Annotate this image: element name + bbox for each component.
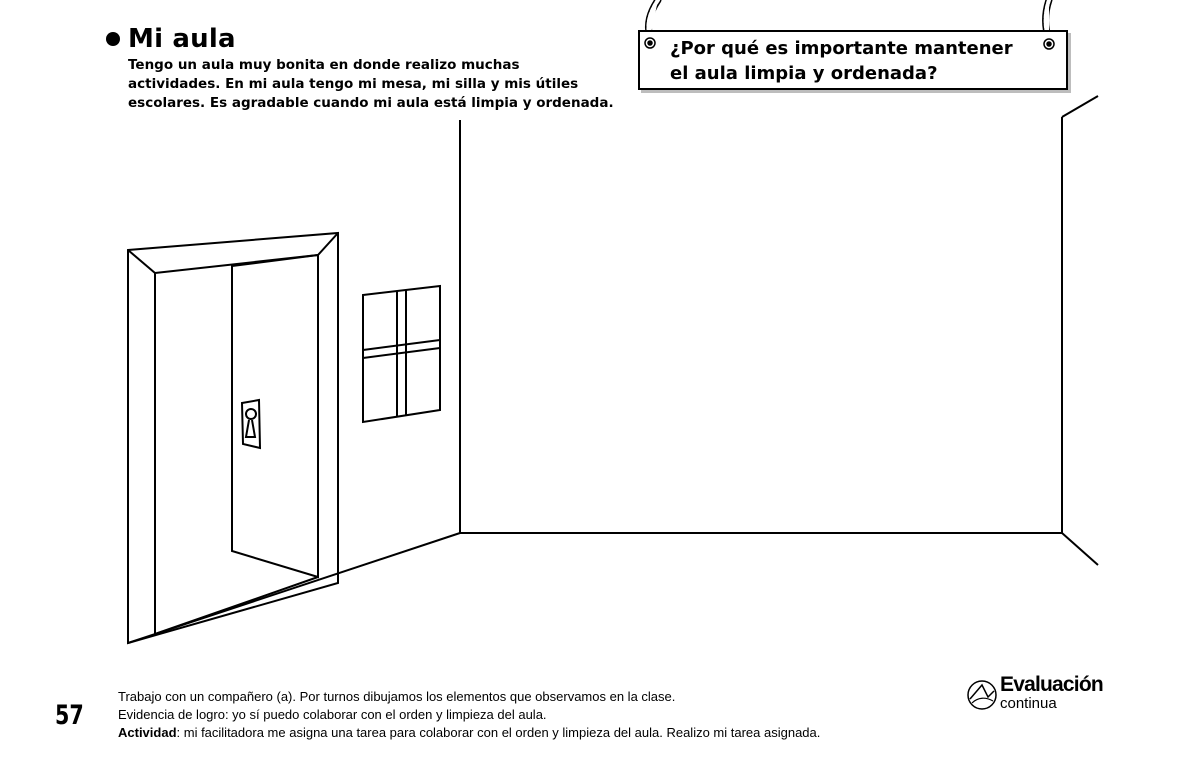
intro-line: escolares. Es agradable cuando mi aula está limpia y ordenada. [128,95,614,111]
footer-line-3 [118,724,820,742]
door-handle-icon [242,400,260,448]
intro-line: Tengo un aula muy bonita en donde realizo muchas [128,57,520,73]
logo-sub-text: continua [1000,695,1057,712]
footer-line-2: Evidencia de logro: yo sí puedo colaborar con el orden y limpieza del aula. [118,707,547,722]
evaluacion-continua-logo [966,673,1106,717]
intro-line: actividades. En mi aula tengo mi mesa, mi silla y mis útiles [128,76,579,92]
window [363,286,440,422]
page-number: 57 [55,700,84,731]
activity-label: Actividad [118,725,177,740]
page-title: Mi aula [128,24,236,54]
floor-right-line [1062,533,1098,565]
door [232,255,318,577]
footer-line-1: Trabajo con un compañero (a). Por turnos dibujamos los elementos que observamos en la clase. [118,689,676,704]
globe-arrow-icon [966,679,998,711]
question-sign [638,30,1068,90]
question-line: el aula limpia y ordenada? [670,63,938,84]
question-line: ¿Por qué es importante mantener [670,38,1013,59]
footer-notes [118,688,820,742]
activity-text: : mi facilitadora me asigna una tarea para colaborar con el orden y limpieza del aula. Realizo mi tarea asignada. [176,725,821,740]
logo-main-text: Evaluación [1000,673,1103,696]
ceiling-right-line [1062,96,1098,117]
question-text [670,36,1013,86]
